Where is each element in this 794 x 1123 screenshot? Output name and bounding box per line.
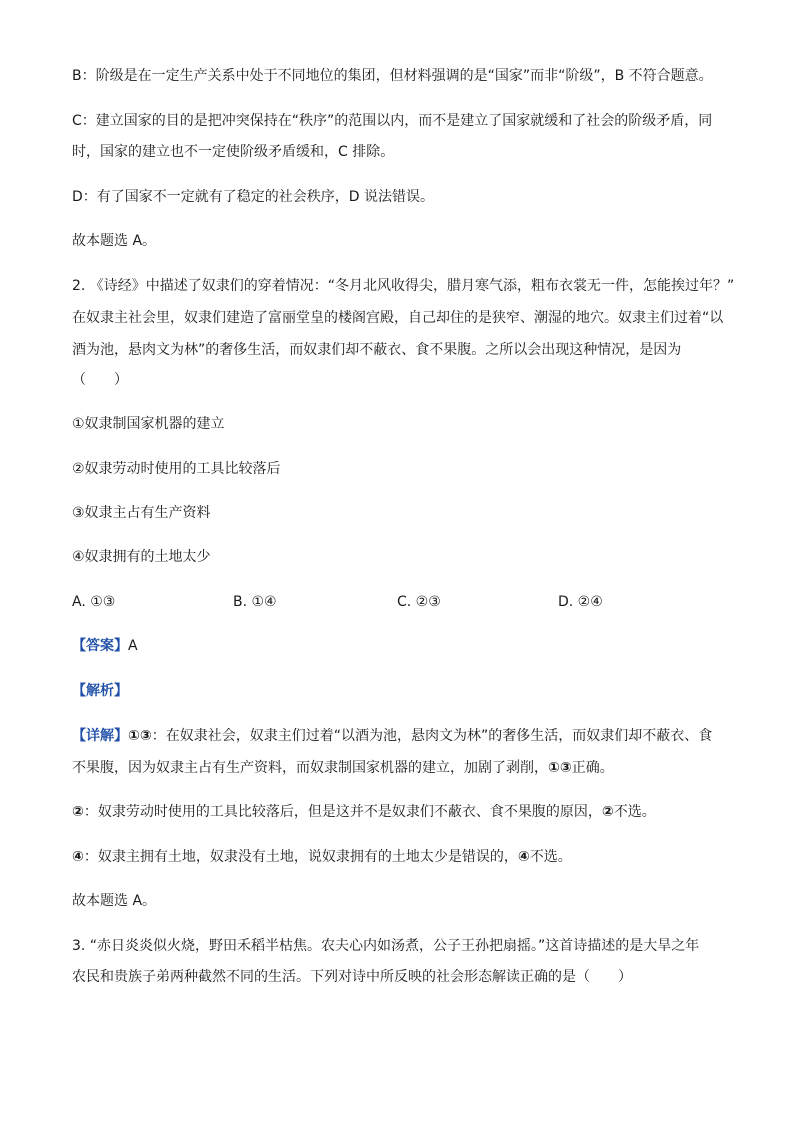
detail-line1-text: ：在奴隶社会，奴隶主们过着“以酒为池，悬肉文为林”的奢侈生活，而奴隶们却不蔽衣、食 [151, 728, 713, 744]
answer-line [72, 636, 138, 656]
detail-line4-text: ：奴隶主拥有土地，奴隶没有土地，说奴隶拥有的土地太少是错误的， [83, 849, 518, 865]
detail-line2 [72, 758, 614, 778]
analysis-option-b: B：阶级是在一定生产关系中处于不同地位的集团，但材料强调的是“国家”而非“阶级”，B 不符合题意。 [72, 68, 713, 84]
analysis-conclusion: 故本题选 A。 [72, 233, 157, 249]
detail-line3-text: ：奴隶劳动时使用的工具比较落后，但是这并不是奴隶们不蔽衣、食不果腹的原因， [83, 804, 602, 820]
question-2-option-a: A. ①③ [72, 594, 116, 610]
question-2-statement-1: ①奴隶制国家机器的建立 [72, 416, 225, 432]
detail-tag: 【详解】 [72, 728, 128, 744]
detail-line4 [72, 847, 572, 867]
detail-line2-end: 正确。 [571, 760, 614, 776]
question-3-stem-line1: 3. “赤日炎炎似火烧，野田禾稻半枯焦。农夫心内如汤煮，公子王孙把扇摇。”这首诗描述的是大旱之年 [72, 938, 700, 954]
detail-line4-number2: ④ [517, 849, 530, 865]
question-2-option-c: C. ②③ [397, 594, 441, 610]
detail-line1-number: ①③ [128, 728, 152, 744]
question-2-conclusion: 故本题选 A。 [72, 893, 157, 909]
detail-line3-end: 不选。 [613, 804, 656, 820]
question-2-stem-line2: 在奴隶主社会里，奴隶们建造了富丽堂皇的楼阁宫殿，自己却住的是狭窄、潮湿的地穴。奴隶主们过着“以 [72, 310, 724, 326]
analysis-tag: 【解析】 [72, 683, 128, 699]
detail-line2-text: 不果腹，因为奴隶主占有生产资料，而奴隶制国家机器的建立，加剧了剥削， [72, 760, 548, 776]
answer-value: A [128, 638, 138, 654]
detail-line2-number: ①③ [548, 760, 572, 776]
question-2-option-b: B. ①④ [233, 594, 277, 610]
question-2-option-d: D. ②④ [558, 594, 603, 610]
detail-line4-number: ④ [72, 849, 84, 865]
question-2-statement-2: ②奴隶劳动时使用的工具比较落后 [72, 461, 281, 477]
detail-line3-number2: ② [601, 804, 614, 820]
analysis-option-c-line1: C：建立国家的目的是把冲突保持在“秩序”的范围以内，而不是建立了国家就缓和了社会的阶级矛盾，同 [72, 113, 713, 129]
question-2-statement-3: ③奴隶主占有生产资料 [72, 505, 211, 521]
question-2-stem-line3: 酒为池，悬肉文为林”的奢侈生活，而奴隶们却不蔽衣、食不果腹。之所以会出现这种情况，是因为 [72, 342, 682, 358]
answer-tag: 【答案】 [72, 638, 128, 654]
analysis-option-c-line2: 时，国家的建立也不一定使阶级矛盾缓和，C 排除。 [72, 144, 395, 160]
question-2-stem-line1: 2. 《诗经》中描述了奴隶们的穿着情况：“冬月北风收得尖，腊月寒气添，粗布衣裳无一件，怎能挨过年？” [72, 278, 735, 294]
analysis-heading [72, 681, 128, 701]
question-2-stem-blank: （ ） [72, 372, 128, 388]
question-2-statement-4: ④奴隶拥有的土地太少 [72, 549, 211, 565]
question-3-stem-line2: 农民和贵族子弟两种截然不同的生活。下列对诗中所反映的社会形态解读正确的是（ ） [72, 969, 632, 985]
detail-line3 [72, 802, 656, 822]
detail-line1 [72, 726, 712, 746]
analysis-option-d: D：有了国家不一定就有了稳定的社会秩序，D 说法错误。 [72, 189, 435, 205]
detail-line4-end: 不选。 [529, 849, 572, 865]
detail-line3-number: ② [72, 804, 84, 820]
